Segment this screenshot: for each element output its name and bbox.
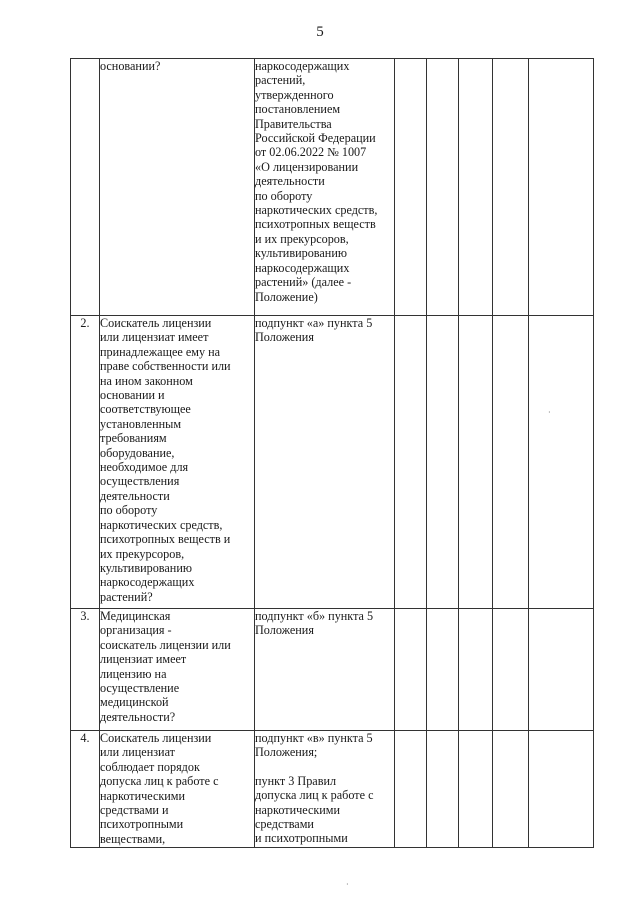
question-line: растений? bbox=[100, 589, 153, 604]
legal-reference-cell bbox=[255, 609, 395, 731]
question-line: Соискатель лицензии bbox=[100, 731, 212, 745]
reference-line: наркосодержащих bbox=[255, 59, 350, 73]
reference-line: Положение) bbox=[255, 289, 318, 304]
reference-line: подпункт «в» пункта 5 bbox=[255, 731, 373, 745]
question-line: основании? bbox=[100, 59, 161, 73]
answer-cell bbox=[395, 731, 427, 848]
checklist-table bbox=[70, 58, 594, 848]
question-cell bbox=[100, 316, 255, 609]
reference-line: пункт 3 Правил bbox=[255, 773, 337, 788]
page-number: 5 bbox=[316, 24, 324, 40]
question-line: наркотическими bbox=[100, 788, 186, 803]
question-line: лицензиат имеет bbox=[100, 652, 187, 667]
reference-line: Положения bbox=[255, 330, 314, 345]
question-line: медицинской bbox=[100, 695, 169, 710]
question-line: осуществление bbox=[100, 681, 180, 696]
answer-cell bbox=[529, 59, 594, 316]
question-line: соблюдает порядок bbox=[100, 759, 200, 774]
reference-line: психотропных веществ bbox=[255, 217, 376, 232]
question-line: их прекурсоров, bbox=[100, 546, 185, 561]
question-line: лицензию на bbox=[100, 666, 167, 681]
answer-cell bbox=[427, 609, 459, 731]
row-number bbox=[71, 59, 100, 316]
answer-cell bbox=[427, 59, 459, 316]
reference-line: растений, bbox=[255, 73, 306, 88]
reference-line: культивированию bbox=[255, 246, 347, 261]
reference-line: Положения; bbox=[255, 745, 318, 760]
question-line: или лицензиат bbox=[100, 745, 175, 760]
question-line: основании и bbox=[100, 388, 165, 403]
answer-cell bbox=[427, 316, 459, 609]
reference-line: Положения bbox=[255, 623, 314, 638]
table-row bbox=[71, 731, 594, 848]
legal-reference-cell bbox=[255, 59, 395, 316]
question-line: деятельности? bbox=[100, 709, 176, 724]
answer-cell bbox=[459, 59, 493, 316]
question-line: праве собственности или bbox=[100, 359, 231, 374]
reference-line: Правительства bbox=[255, 116, 332, 131]
reference-line: Российской Федерации bbox=[255, 131, 376, 146]
question-line: по обороту bbox=[100, 503, 158, 518]
reference-line: от 02.06.2022 № 1007 bbox=[255, 145, 367, 160]
answer-cell bbox=[529, 731, 594, 848]
question-cell bbox=[100, 609, 255, 731]
answer-cell bbox=[427, 731, 459, 848]
answer-cell bbox=[395, 59, 427, 316]
question-line: наркотических средств, bbox=[100, 517, 223, 532]
answer-cell bbox=[493, 731, 529, 848]
question-line: соискатель лицензии или bbox=[100, 637, 231, 652]
reference-line: и их прекурсоров, bbox=[255, 231, 349, 246]
reference-line: подпункт «б» пункта 5 bbox=[255, 609, 374, 623]
answer-cell bbox=[493, 609, 529, 731]
reference-line: наркотических средств, bbox=[255, 203, 378, 218]
question-line: деятельности bbox=[100, 488, 170, 503]
question-line: требованиям bbox=[100, 431, 167, 446]
question-line: или лицензиат имеет bbox=[100, 330, 209, 345]
question-cell bbox=[100, 731, 255, 848]
answer-cell bbox=[459, 731, 493, 848]
reference-line: утвержденного bbox=[255, 87, 334, 102]
question-line: оборудование, bbox=[100, 445, 175, 460]
question-line: осуществления bbox=[100, 474, 180, 489]
question-line: средствами и bbox=[100, 803, 169, 818]
reference-line: по обороту bbox=[255, 188, 313, 203]
question-line: соответствующее bbox=[100, 402, 191, 417]
question-line: на ином законном bbox=[100, 373, 193, 388]
answer-cell bbox=[493, 59, 529, 316]
answer-cell bbox=[395, 609, 427, 731]
question-line: Медицинская bbox=[100, 609, 171, 623]
question-line: психотропных веществ и bbox=[100, 532, 231, 547]
question-line: культивированию bbox=[100, 560, 192, 575]
question-line: организация - bbox=[100, 623, 172, 638]
question-cell bbox=[100, 59, 255, 316]
reference-line: средствами bbox=[255, 817, 314, 832]
question-line: психотропными bbox=[100, 817, 184, 832]
legal-reference-cell bbox=[255, 731, 395, 848]
table-row bbox=[71, 59, 594, 316]
table-row bbox=[71, 609, 594, 731]
reference-line bbox=[255, 760, 394, 774]
answer-cell bbox=[529, 316, 594, 609]
question-line: необходимое для bbox=[100, 460, 189, 475]
scan-speck: · bbox=[346, 880, 349, 889]
question-line: принадлежащее ему на bbox=[100, 344, 221, 359]
row-number: 2. bbox=[71, 316, 100, 609]
legal-reference-cell bbox=[255, 316, 395, 609]
table-row bbox=[71, 316, 594, 609]
reference-line: деятельности bbox=[255, 174, 325, 189]
question-line: Соискатель лицензии bbox=[100, 316, 212, 330]
answer-cell bbox=[459, 316, 493, 609]
scan-speck: · bbox=[548, 408, 551, 417]
reference-line: растений» (далее - bbox=[255, 275, 352, 290]
reference-line: подпункт «а» пункта 5 bbox=[255, 316, 373, 330]
answer-cell bbox=[459, 609, 493, 731]
reference-line: «О лицензировании bbox=[255, 159, 359, 174]
reference-line: наркотическими bbox=[255, 802, 341, 817]
question-line: наркосодержащих bbox=[100, 575, 195, 590]
answer-cell bbox=[493, 316, 529, 609]
question-line: установленным bbox=[100, 416, 182, 431]
answer-cell bbox=[395, 316, 427, 609]
row-number: 4. bbox=[71, 731, 100, 848]
answer-cell bbox=[529, 609, 594, 731]
reference-line: и психотропными bbox=[255, 831, 348, 846]
row-number: 3. bbox=[71, 609, 100, 731]
question-line: веществами, bbox=[100, 831, 166, 846]
question-line: допуска лиц к работе с bbox=[100, 774, 219, 789]
reference-line: допуска лиц к работе с bbox=[255, 788, 374, 803]
reference-line: наркосодержащих bbox=[255, 260, 350, 275]
reference-line: постановлением bbox=[255, 102, 341, 117]
